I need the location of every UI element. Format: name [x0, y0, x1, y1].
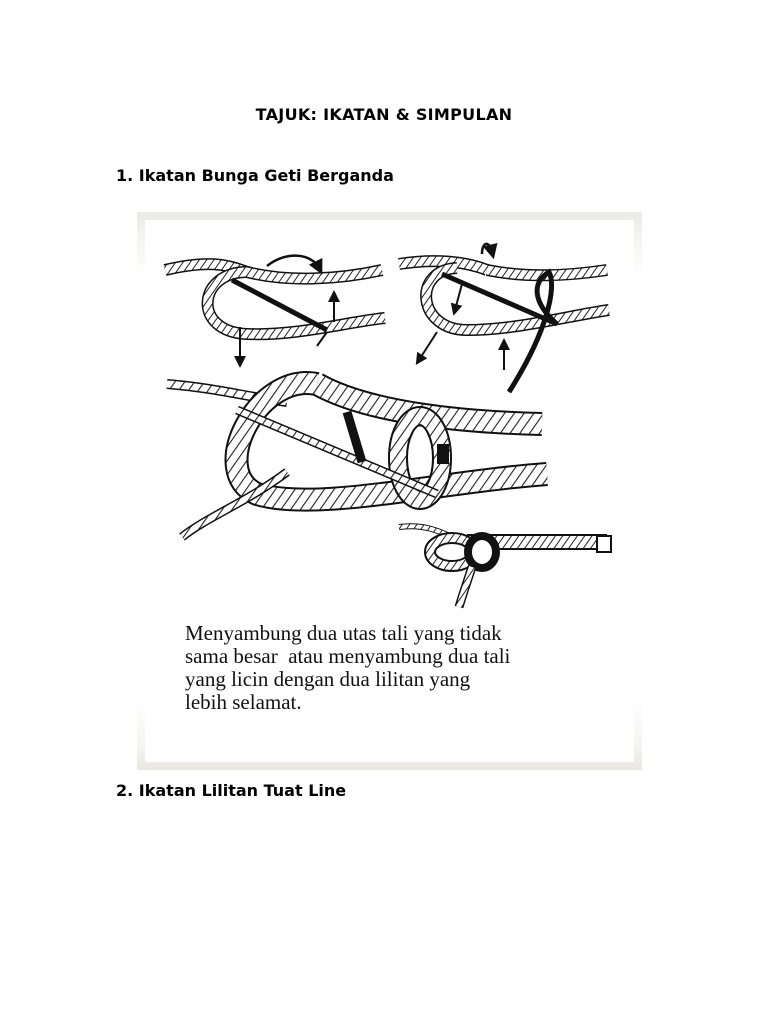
finished-knot-diagram	[399, 526, 611, 607]
section-heading-1: 1. Ikatan Bunga Geti Berganda	[116, 166, 394, 185]
step-2-diagram	[399, 244, 609, 392]
main-knot-diagram	[167, 383, 547, 537]
caption-line-1: Menyambung dua utas tali yang tidak	[185, 621, 502, 645]
step-1-diagram	[165, 256, 385, 362]
figure-caption	[185, 622, 625, 714]
caption-line-2: sama besar atau menyambung dua tali	[185, 644, 511, 668]
caption-line-3: yang licin dengan dua lilitan yang	[185, 667, 471, 691]
section-heading-2: 2. Ikatan Lilitan Tuat Line	[116, 781, 347, 800]
caption-line-4: lebih selamat.	[185, 690, 302, 714]
knot-illustration	[137, 212, 642, 770]
document-title: TAJUK: IKATAN & SIMPULAN	[255, 105, 513, 124]
